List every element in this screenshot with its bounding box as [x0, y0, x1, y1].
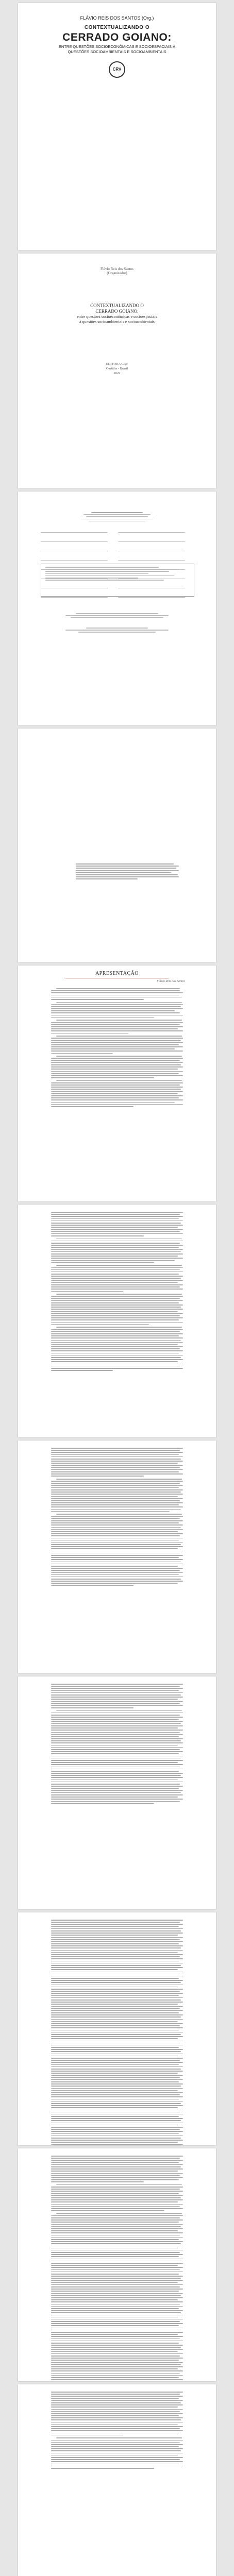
text-page	[18, 1440, 216, 1673]
epigraph-page	[18, 728, 216, 962]
title-page-subtitle-line2: à questões socioambientais e socioambientais	[79, 319, 155, 324]
epigraph-text	[76, 863, 179, 881]
title-page-subtitle	[18, 314, 216, 325]
copyright-block	[18, 613, 216, 620]
body-text	[51, 1684, 183, 1805]
catalog-card	[41, 564, 194, 597]
body-text	[51, 1920, 183, 2145]
presentation-title: APRESENTAÇÃO	[95, 971, 139, 976]
text-page	[18, 1912, 216, 2145]
body-text	[51, 1212, 183, 1372]
cover-subtitle-line2: QUESTÕES SOCIOAMBIENTAIS E SOCIOAMBIENTAIS	[68, 49, 166, 54]
presentation-page	[18, 965, 216, 1201]
title-page-author-role: (Organizador)	[107, 271, 127, 275]
cover-title-line1: CONTEXTUALIZANDO O	[84, 25, 150, 30]
publisher-logo-text: CRV	[112, 67, 122, 72]
cover-author: FLÁVIO REIS DOS SANTOS (Org.)	[80, 15, 154, 21]
credits-text-block	[18, 512, 216, 523]
text-page	[18, 1676, 216, 1909]
title-page	[18, 253, 216, 488]
cover-page	[18, 3, 216, 250]
text-page	[18, 2148, 216, 2381]
title-page-title-line1: CONTEXTUALIZANDO O	[90, 303, 144, 308]
publisher-place: Curitiba - Brasil	[106, 367, 128, 370]
publisher-name: EDITORA CRV	[106, 362, 128, 366]
text-page	[18, 1205, 216, 1437]
body-text	[51, 1448, 183, 1587]
cover-subtitle-line1: ENTRE QUESTÕES SOCIOECONÔMICAS E SOCIOESPACIAIS À	[58, 44, 176, 49]
publisher-logo	[109, 61, 125, 78]
title-page-publisher	[18, 362, 216, 376]
text-page	[18, 2384, 216, 2576]
body-text	[51, 2392, 183, 2470]
publisher-year: 2022	[113, 371, 121, 375]
cover-title-line2: CERRADO GOIANO:	[62, 31, 172, 43]
title-page-title-line2: CERRADO GOIANO:	[95, 309, 139, 314]
title-page-subtitle-line1: entre questões socioeconômicas e socioespaciais	[77, 314, 157, 319]
title-page-author-name: Flávio Reis dos Santos	[101, 267, 133, 271]
presentation-byline: Flávio Reis dos Santos	[157, 980, 185, 983]
title-page-author	[18, 267, 216, 275]
body-text	[51, 2156, 183, 2381]
cover-subtitle	[18, 44, 216, 55]
publisher-address-block	[18, 628, 216, 634]
presentation-body	[51, 988, 183, 1108]
credits-page	[18, 492, 216, 725]
